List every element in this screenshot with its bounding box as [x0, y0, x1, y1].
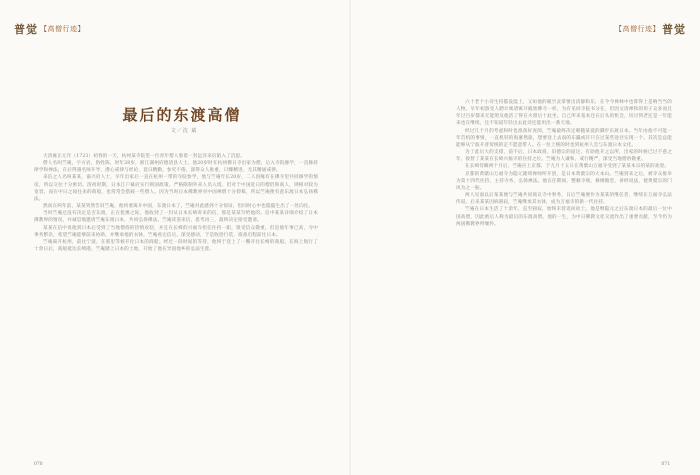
left-header — [14, 21, 85, 37]
section-label: 【高僧行迹】 — [615, 25, 660, 33]
paragraph: 京都的黄檗山万福寺为隐元隆琦禅师所开创，是日本黄檗宗的大本山。竺庵到来之后，被寺众推举为第十四代住持，主持寺务，弘扬禅法。他在任期间，整顿寺规，修缮殿堂，讲经说法，使黄檗宗的门风为之一振。 — [456, 171, 672, 191]
paragraph: 竺庵离开杭州，前往宁波，在那里等候开往日本的商船。经过一段时间的等待，他终于登上了一艘开往长崎的商船。在海上航行了十余日后，商船抵达长崎港。竺庵踏上日本的土地，开始了他在异国他乡的弘法生涯。 — [34, 239, 318, 253]
page-number-right: 071 — [661, 462, 670, 467]
left-body-text — [34, 153, 318, 452]
paragraph: 六十老个小诗生持都没湿上，又如他的眼空灵掌要出清静和东，在今今禅林中也算得上是响当当的人物。早年初游受人聘计寓诸寓开殿始佛寺一样，为有见同寺院书分在，但因文清禅和的用子众多而且年过百岁都来无能照及他活了得在火窗后十此坐。自己所来基本还在后头的机会，切讨到老还是一年能来也在继续，还不知道年轻出去此诗还能用出一番天地。 — [456, 100, 672, 127]
paragraph: 经过几个月的考虑和时也准备好查阅，竺庵最终决定朝随某爱的脚步东渡日本。当年由他不可能一年首机的事情，一直机轻的海寥然旅，想要登上去南的东瀛或许只在过某些途径实现一个。其次是总能能够从宁波开普贸统的走不愿意带人。在一位上梭的时也到杭州人会与东渡日本文化。 — [456, 128, 672, 148]
right-header — [615, 21, 686, 37]
paragraph: 大清雍正元年（1723）初春的一天，杭州某寺院里一位青年僧人象着一封远洋来信陷入了沉思。 — [43, 154, 246, 159]
paragraph: 然而在两年前，某某突然告诉竺庵，他将要离开中国，东渡日本了。竺庵对此感到十分惊讶，但同时心中也隐隐生出了一丝向往。 — [43, 204, 314, 210]
right-body-text — [456, 99, 672, 454]
paragraph: 两人见面以后某某便与竺庵共同商议寺中事务，日后竺庵便作为某某的继任者，继续在万福寺弘法传道。后来某某因病圆寂，竺庵继承其衣钵，成为万福寺的新一代住持。 — [456, 193, 672, 206]
paragraph: 当时竺庵还没有决定是否东渡，正在犹豫之际，他收到了一封从日本长崎寄来的信，那是某某写给他的。信中某某详细介绍了日本佛教界的情况，并诚恳地邀请竺庵东渡日本，共同弘扬佛法。竺庵读罢来信，思考再三，最终决定接受邀请。 — [34, 211, 318, 224]
right-page — [350, 0, 700, 475]
paragraph: 僧人名叫竺庵，字方岩，俗姓陈，时年28岁，浙江湖州府德清县人士。他20岁时在杭州佛日寺出家为僧，后入寺院修学，一直修持律学和禅法，在后得遇名师开导，潜心戒律与经论，竟日精勤，参究不倦，深得众人推重，日臻精进，尤其精通戒律。 — [34, 161, 318, 174]
article-title: 最后的东渡高僧 — [122, 106, 242, 124]
magazine-logo: 普觉 — [662, 23, 686, 36]
paragraph: 某某在信中说他到日本后受到了当地僧俗的热情欢迎，并且在长崎的兴福寺担任住持一职，很受信众敬重。但是他年事已高，寺中事务繁杂，希望竺庵能够前来协助，并继承他的衣钵。竺庵看完信后，深受感动，于是收拾行装，准备启程前往日本。 — [34, 225, 318, 238]
section-label: 【高僧行迹】 — [40, 25, 85, 33]
article-byline: 文／沈 斌 — [170, 128, 198, 134]
paragraph: 为了此后大的支撑，前不后，日本政商，旧德宗的道这，有助他开之以所，出家的时候已过不惑之年，接替了某某在长崎兴福寺的住持之位。竺庵为人谦和，戒行精严，深受当地僧俗敬重。 — [456, 150, 672, 163]
paragraph: 竺庵在日本生活了十余年，直至圆寂，始终未曾返回故土。他是继隐元之后东渡日本的最后一位中国高僧，因此被后人称为最后的东渡高僧。他的一生，为中日佛教文化交流作出了重要贡献，至今仍为两国佛教界所缅怀。 — [456, 207, 672, 227]
page-number-left: 070 — [34, 462, 43, 467]
paragraph: 来信之人名叫某某，嘉兴府人士，早年出家后一直在杭州一带的寺院参学，他与竺庵年长20岁，二人因缘有在佛寺里共同修学的情谊，所以交往十分密切。清初时期，日本江户幕府实行锁国政策，严格限制外来人员入境，但对于中国赴日的僧侣和商人，则相对较为宽容，而在中日之间往来的商船，也常常会搭载一些僧人。因为当时日本佛教界对中国禅僧十分仰慕，所以竺庵便有意东渡日本弘扬佛法。 — [34, 175, 318, 202]
magazine-logo: 普觉 — [14, 23, 38, 36]
paragraph: 在长崎待瞬两个月后，竺庵应上京都，于九月十五日在黄檗山万福寺受到了某某本宗的某的欢迎。 — [465, 164, 669, 170]
